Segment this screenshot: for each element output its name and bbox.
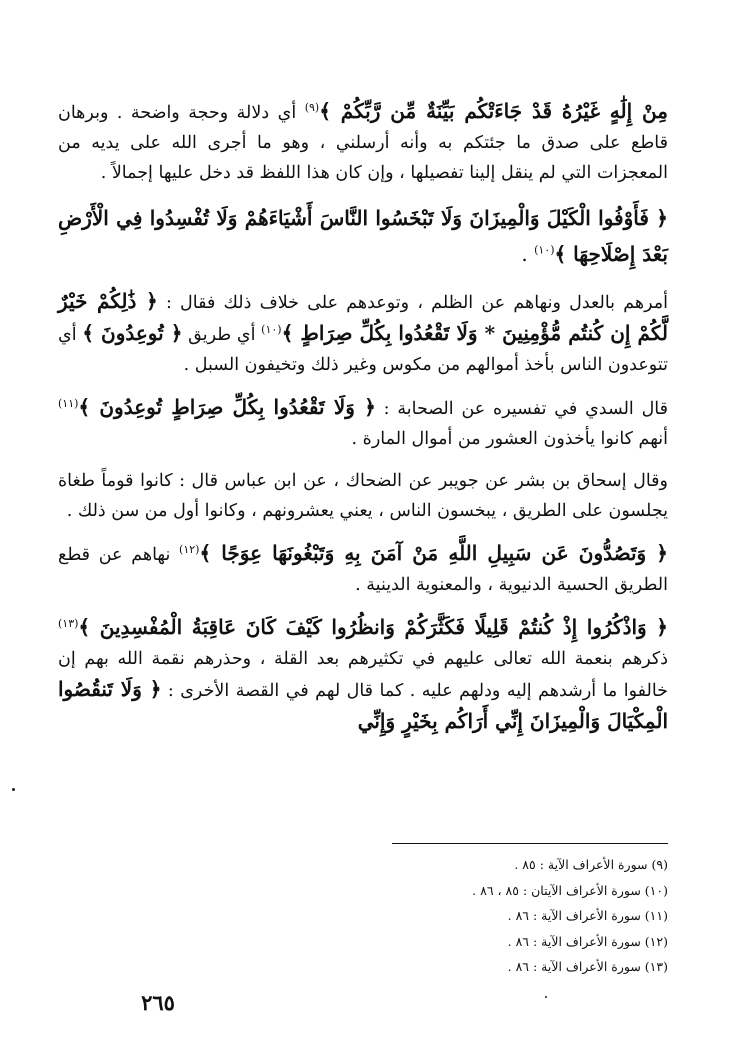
footnotes bbox=[300, 852, 668, 980]
footnote-separator bbox=[392, 843, 668, 844]
quran-verse: ﴿ وَلَا تَنقُصُوا الْمِكْيَالَ وَالْمِيزَانَ إِنِّي أَرَاكُم بِخَيْرٍ وَإِنِّي bbox=[58, 677, 668, 733]
commentary-text: أي دلالة وحجة واضحة . وبرهان قاطع على صدق ما جئتكم به وأنه أرسلني ، وهو ما أجرى الله على يديه من المعجزات التي لم ينقل إلينا تفصيلها ، وإن كان هذا اللفظ قد دخل عليها إجمالاً . bbox=[58, 103, 668, 183]
footnote-ref: (١٠) bbox=[261, 323, 282, 337]
commentary-text: أي طريق bbox=[182, 325, 262, 345]
paragraph-7 bbox=[58, 612, 668, 738]
footnote-13: (١٣) سورة الأعراف الآية : ٨٦ . bbox=[507, 959, 668, 974]
quran-verse: ﴿ فَأَوْفُوا الْكَيْلَ وَالْمِيزَانَ وَلَا تَبْخَسُوا النَّاسَ أَشْيَاءَهُمْ وَلَا تُفْسِدُوا فِي الْأَرْضِ بَعْدَ إِصْلَاحِهَا ﴾ bbox=[58, 206, 668, 266]
quran-verse: ﴿ تُوعِدُونَ ﴾ bbox=[82, 321, 183, 345]
quran-verse: مِنْ إِلَٰهٍ غَيْرُهُ قَدْ جَاءَتْكُم بَيِّنَةٌ مِّن رَّبِّكُمْ ﴾ bbox=[319, 99, 668, 123]
paragraph-2 bbox=[58, 200, 668, 272]
commentary-text: أمرهم بالعدل ونهاهم عن الظلم ، وتوعدهم على خلاف ذلك فقال : bbox=[157, 293, 669, 313]
commentary-text: ذكرهم بنعمة الله تعالى عليهم في تكثيرهم بعد القلة ، وحذرهم نقمة الله بهم إن خالفوا ما أرشدهم إليه ودلهم عليه . كما قال لهم في القصة الأخرى : bbox=[58, 649, 668, 701]
footnote-12: (١٢) سورة الأعراف الآية : ٨٦ . bbox=[507, 933, 668, 949]
footnote-ref: (١٠) bbox=[534, 243, 555, 257]
footnote-ref: (١١) bbox=[58, 397, 79, 411]
paragraph-5 bbox=[58, 466, 668, 526]
commentary-text: نهاهم عن قطع الطريق الحسية الدنيوية ، والمعنوية الدينية . bbox=[58, 545, 668, 595]
commentary-text: أنهم كانوا يأخذون العشور من أموال المارة . bbox=[351, 429, 668, 449]
footnote-10: (١٠) سورة الأعراف الآيتان : ٨٥ ، ٨٦ . bbox=[472, 882, 668, 898]
commentary-text: . bbox=[521, 242, 535, 266]
page-number: ٢٦٥ bbox=[141, 990, 175, 1015]
quran-verse: ﴿ وَاذْكُرُوا إِذْ كُنتُمْ قَلِيلًا فَكَثَّرَكُمْ وَانظُرُوا كَيْفَ كَانَ عَاقِبَةُ الْمُفْسِدِينَ ﴾ bbox=[78, 615, 668, 639]
commentary-text: وقال إسحاق بن بشر عن جويبر عن الضحاك ، عن ابن عباس قال : كانوا قوماً طغاة يجلسون على الطريق ، يبخسون الناس ، يعني يعشرونهم ، وكانوا أول من سن ذلك . bbox=[58, 471, 668, 521]
quran-verse: ﴿ وَتَصُدُّونَ عَن سَبِيلِ اللَّهِ مَنْ آمَنَ بِهِ وَتَبْغُونَهَا عِوَجًا ﴾ bbox=[199, 541, 668, 565]
paragraph-1 bbox=[58, 96, 668, 188]
paragraph-3 bbox=[58, 286, 668, 380]
scan-speck bbox=[12, 788, 15, 791]
footnote-ref: (١٣) bbox=[58, 617, 79, 631]
footnote-ref: (٩) bbox=[304, 101, 320, 115]
scan-speck bbox=[545, 996, 547, 998]
commentary-text: أي تتوعدون الناس بأخذ أموالهم من مكوس وغير ذلك وتخيفون السبل . bbox=[58, 325, 668, 375]
footnote-11: (١١) سورة الأعراف الآية : ٨٦ . bbox=[507, 908, 668, 923]
page-body bbox=[58, 96, 668, 750]
paragraph-4 bbox=[58, 392, 668, 454]
paragraph-6 bbox=[58, 538, 668, 600]
footnote-9: (٩) سورة الأعراف الآية : ٨٥ . bbox=[514, 857, 668, 872]
commentary-text: قال السدي في تفسيره عن الصحابة : bbox=[375, 399, 669, 419]
quran-verse: ﴿ ذَٰلِكُمْ خَيْرٌ لَّكُمْ إِن كُنتُم مُّؤْمِنِينَ * وَلَا تَقْعُدُوا بِكُلِّ صِرَاطٍ ﴾ bbox=[58, 289, 668, 345]
footnote-ref: (١٢) bbox=[179, 543, 200, 557]
quran-verse: ﴿ وَلَا تَقْعُدُوا بِكُلِّ صِرَاطٍ تُوعِدُونَ ﴾ bbox=[78, 395, 376, 419]
